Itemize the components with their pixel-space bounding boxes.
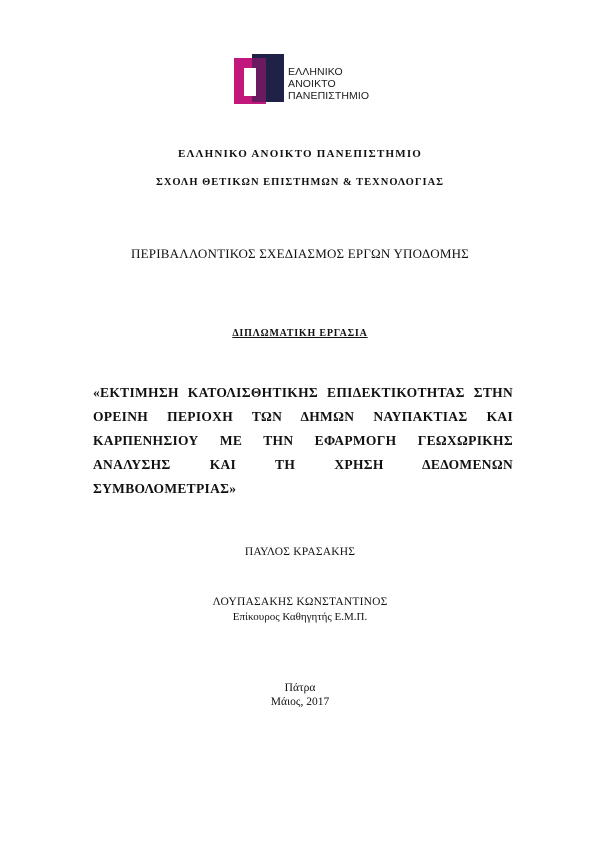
title-line-2: ΟΡΕΙΝΗ ΠΕΡΙΟΧΗ ΤΩΝ ΔΗΜΩΝ ΝΑΥΠΑΚΤΙΑΣ ΚΑΙ	[93, 409, 513, 424]
title-line-4: ΑΝΑΛΥΣΗΣ ΚΑΙ ΤΗ ΧΡΗΣΗ ΔΕΔΟΜΕΝΩΝ	[93, 457, 513, 472]
program-name: ΠΕΡΙΒΑΛΛΟΝΤΙΚΟΣ ΣΧΕΔΙΑΣΜΟΣ ΕΡΓΩΝ ΥΠΟΔΟΜΗΣ	[131, 246, 469, 261]
supervisor-role: Επίκουρος Καθηγητής Ε.Μ.Π.	[232, 611, 368, 623]
university-logo	[234, 54, 374, 106]
thesis-type: ΔΙΠΛΩΜΑΤΙΚΗ ΕΡΓΑΣΙΑ	[232, 328, 368, 339]
logo-wordmark	[288, 66, 369, 102]
date: Μάιος, 2017	[270, 696, 330, 708]
title-line-3: ΚΑΡΠΕΝΗΣΙΟΥ ΜΕ ΤΗΝ ΕΦΑΡΜΟΓΗ ΓΕΩΧΩΡΙΚΗΣ	[93, 433, 513, 448]
title-line-5: ΣΥΜΒΟΛΟΜΕΤΡΙΑΣ»	[93, 481, 237, 496]
thesis-title	[93, 381, 513, 501]
author-name: ΠΑΥΛΟΣ ΚΡΑΣΑΚΗΣ	[244, 546, 356, 558]
eap-logo-icon	[234, 54, 284, 106]
logo-line-1: ΕΛΛΗΝΙΚΟ	[288, 66, 343, 78]
title-line-1: «ΕΚΤΙΜΗΣΗ ΚΑΤΟΛΙΣΘΗΤΙΚΗΣ ΕΠΙΔΕΚΤΙΚΟΤΗΤΑΣ ΣΤΗΝ	[93, 385, 513, 400]
supervisor-name: ΛΟΥΠΑΣΑΚΗΣ ΚΩΝΣΤΑΝΤΙΝΟΣ	[212, 596, 388, 608]
school-name: ΣΧΟΛΗ ΘΕΤΙΚΩΝ ΕΠΙΣΤΗΜΩΝ & ΤΕΧΝΟΛΟΓΙΑΣ	[155, 177, 445, 188]
university-name: ΕΛΛΗΝΙΚΟ ΑΝΟΙΚΤΟ ΠΑΝΕΠΙΣΤΗΜΙΟ	[177, 148, 423, 160]
logo-line-3: ΠΑΝΕΠΙΣΤΗΜΙΟ	[288, 90, 370, 102]
logo-line-2: ΑΝΟΙΚΤΟ	[288, 78, 336, 90]
city: Πάτρα	[284, 682, 316, 694]
